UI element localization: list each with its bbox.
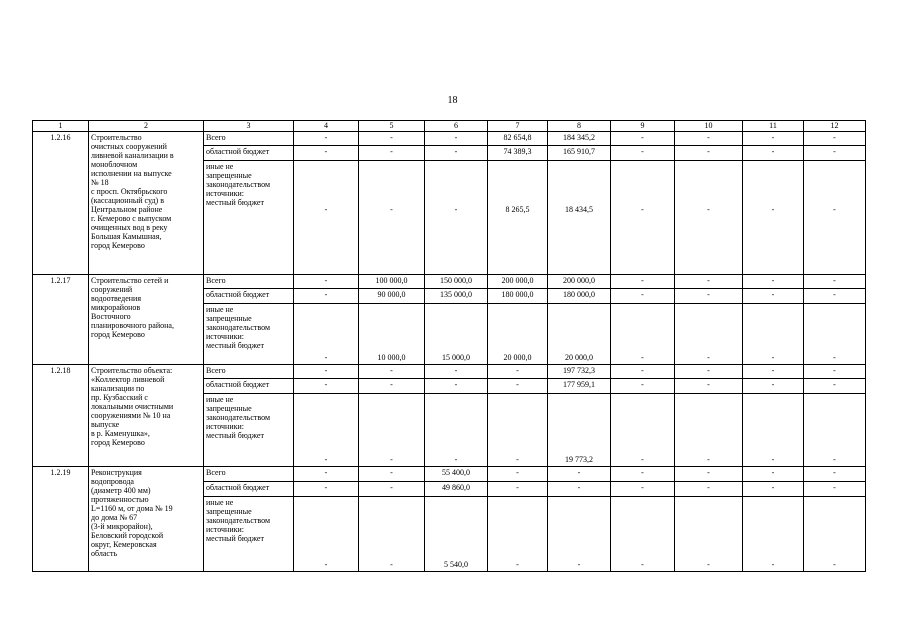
amount-cell: 20 000,0 <box>488 304 548 365</box>
amount-cell: - <box>488 467 548 482</box>
amount-cell: - <box>359 146 425 161</box>
item-name: Строительство объекта: «Коллектор ливневой канализации по пр. Кузбасский с локальными очистными сооружениями № 10 на выпуске в р. Каменушка», город Кемерово <box>89 365 204 467</box>
amount-cell: - <box>359 467 425 482</box>
amount-cell: 180 000,0 <box>548 289 611 304</box>
amount-cell: - <box>425 132 488 146</box>
amount-cell: - <box>611 146 675 161</box>
amount-cell: 82 654,8 <box>488 132 548 146</box>
column-header: 7 <box>488 121 548 132</box>
funding-source: иные не запрещенные законодательством источники: местный бюджет <box>204 497 294 572</box>
table-row <box>33 467 866 482</box>
amount-cell: - <box>675 275 743 289</box>
amount-cell: - <box>675 132 743 146</box>
amount-cell: - <box>675 365 743 379</box>
amount-cell: - <box>294 161 359 275</box>
column-header: 3 <box>204 121 294 132</box>
amount-cell: 177 959,1 <box>548 379 611 394</box>
amount-cell: - <box>611 289 675 304</box>
amount-cell: 20 000,0 <box>548 304 611 365</box>
header-row <box>33 121 866 132</box>
amount-cell: - <box>743 304 804 365</box>
amount-cell: - <box>294 365 359 379</box>
table-row <box>33 275 866 289</box>
amount-cell: 5 540,0 <box>425 497 488 572</box>
column-header: 6 <box>425 121 488 132</box>
amount-cell: - <box>425 161 488 275</box>
item-number: 1.2.16 <box>33 132 89 275</box>
column-header: 5 <box>359 121 425 132</box>
amount-cell: - <box>675 161 743 275</box>
item-number: 1.2.17 <box>33 275 89 365</box>
table-row <box>33 132 866 146</box>
item-name: Реконструкция водопровода (диаметр 400 мм) протяженностью L=1160 м, от дома № 19 до дома № 67 (3-й микрорайон), Беловский городской округ, Кемеровская область <box>89 467 204 572</box>
item-number: 1.2.18 <box>33 365 89 467</box>
funding-source: Всего <box>204 275 294 289</box>
column-header: 12 <box>804 121 866 132</box>
funding-source: Всего <box>204 467 294 482</box>
item-number: 1.2.19 <box>33 467 89 572</box>
amount-cell: - <box>743 132 804 146</box>
amount-cell: 135 000,0 <box>425 289 488 304</box>
amount-cell: - <box>294 304 359 365</box>
amount-cell: - <box>804 379 866 394</box>
amount-cell: 10 000,0 <box>359 304 425 365</box>
amount-cell: - <box>294 467 359 482</box>
amount-cell: - <box>804 497 866 572</box>
funding-source: областной бюджет <box>204 482 294 497</box>
column-header: 10 <box>675 121 743 132</box>
amount-cell: - <box>359 132 425 146</box>
amount-cell: - <box>425 365 488 379</box>
amount-cell: - <box>294 379 359 394</box>
amount-cell: 15 000,0 <box>425 304 488 365</box>
amount-cell: 180 000,0 <box>488 289 548 304</box>
amount-cell: - <box>743 467 804 482</box>
column-header: 2 <box>89 121 204 132</box>
amount-cell: - <box>675 379 743 394</box>
amount-cell: - <box>743 365 804 379</box>
amount-cell: - <box>804 132 866 146</box>
funding-source: иные не запрещенные законодательством источники: местный бюджет <box>204 394 294 467</box>
amount-cell: - <box>611 379 675 394</box>
amount-cell: - <box>743 275 804 289</box>
amount-cell: - <box>743 394 804 467</box>
amount-cell: 200 000,0 <box>548 275 611 289</box>
amount-cell: - <box>488 497 548 572</box>
amount-cell: - <box>425 379 488 394</box>
amount-cell: - <box>611 482 675 497</box>
column-header: 4 <box>294 121 359 132</box>
amount-cell: 184 345,2 <box>548 132 611 146</box>
amount-cell: - <box>675 394 743 467</box>
amount-cell: - <box>804 467 866 482</box>
amount-cell: - <box>675 482 743 497</box>
amount-cell: 74 389,3 <box>488 146 548 161</box>
amount-cell: - <box>548 482 611 497</box>
funding-source: иные не запрещенные законодательством источники: местный бюджет <box>204 161 294 275</box>
amount-cell: - <box>488 482 548 497</box>
amount-cell: - <box>611 132 675 146</box>
amount-cell: - <box>611 467 675 482</box>
funding-source: иные не запрещенные законодательством источники: местный бюджет <box>204 304 294 365</box>
amount-cell: - <box>294 482 359 497</box>
amount-cell: - <box>488 379 548 394</box>
amount-cell: - <box>611 161 675 275</box>
amount-cell: - <box>548 467 611 482</box>
funding-source: областной бюджет <box>204 146 294 161</box>
amount-cell: 18 434,5 <box>548 161 611 275</box>
amount-cell: - <box>743 146 804 161</box>
amount-cell: - <box>611 365 675 379</box>
amount-cell: - <box>611 304 675 365</box>
amount-cell: - <box>675 497 743 572</box>
amount-cell: - <box>294 275 359 289</box>
amount-cell: - <box>743 497 804 572</box>
amount-cell: - <box>359 379 425 394</box>
funding-source: областной бюджет <box>204 289 294 304</box>
amount-cell: 55 400,0 <box>425 467 488 482</box>
amount-cell: 90 000,0 <box>359 289 425 304</box>
amount-cell: 100 000,0 <box>359 275 425 289</box>
amount-cell: - <box>675 304 743 365</box>
amount-cell: - <box>804 161 866 275</box>
amount-cell: - <box>804 482 866 497</box>
amount-cell: - <box>294 132 359 146</box>
amount-cell: - <box>294 146 359 161</box>
amount-cell: - <box>359 365 425 379</box>
amount-cell: 150 000,0 <box>425 275 488 289</box>
amount-cell: - <box>359 161 425 275</box>
amount-cell: - <box>359 482 425 497</box>
amount-cell: - <box>488 365 548 379</box>
funding-source: Всего <box>204 132 294 146</box>
table-row <box>33 365 866 379</box>
amount-cell: - <box>425 146 488 161</box>
item-name: Строительство очистных сооружений ливневой канализации в моноблочном исполнении на выпуске № 18 с просп. Октябрьского (кассационный суд) в Центральном районе г. Кемерово с выпуском очищенных вод в реку Большая Камышная, город Кемерово <box>89 132 204 275</box>
amount-cell: - <box>611 497 675 572</box>
amount-cell: - <box>294 289 359 304</box>
amount-cell: - <box>743 161 804 275</box>
amount-cell: - <box>675 467 743 482</box>
amount-cell: - <box>611 394 675 467</box>
amount-cell: 49 860,0 <box>425 482 488 497</box>
amount-cell: - <box>743 379 804 394</box>
amount-cell: - <box>804 275 866 289</box>
amount-cell: - <box>743 289 804 304</box>
item-name: Строительство сетей и сооружений водоотведения микрорайонов Восточного планировочного района, город Кемерово <box>89 275 204 365</box>
amount-cell: - <box>675 146 743 161</box>
column-header: 11 <box>743 121 804 132</box>
amount-cell: 8 265,5 <box>488 161 548 275</box>
page-number: 18 <box>447 95 458 106</box>
amount-cell: - <box>548 497 611 572</box>
amount-cell: - <box>675 289 743 304</box>
amount-cell: - <box>359 394 425 467</box>
amount-cell: - <box>804 304 866 365</box>
amount-cell: 200 000,0 <box>488 275 548 289</box>
amount-cell: - <box>743 482 804 497</box>
amount-cell: - <box>425 394 488 467</box>
amount-cell: - <box>804 146 866 161</box>
column-header: 1 <box>33 121 89 132</box>
amount-cell: - <box>611 275 675 289</box>
amount-cell: - <box>488 394 548 467</box>
amount-cell: - <box>804 289 866 304</box>
budget-table <box>32 120 866 572</box>
column-header: 8 <box>548 121 611 132</box>
amount-cell: - <box>804 365 866 379</box>
funding-source: Всего <box>204 365 294 379</box>
amount-cell: - <box>359 497 425 572</box>
column-header: 9 <box>611 121 675 132</box>
funding-source: областной бюджет <box>204 379 294 394</box>
amount-cell: 19 773,2 <box>548 394 611 467</box>
amount-cell: 165 910,7 <box>548 146 611 161</box>
amount-cell: 197 732,3 <box>548 365 611 379</box>
amount-cell: - <box>294 497 359 572</box>
amount-cell: - <box>804 394 866 467</box>
amount-cell: - <box>294 394 359 467</box>
